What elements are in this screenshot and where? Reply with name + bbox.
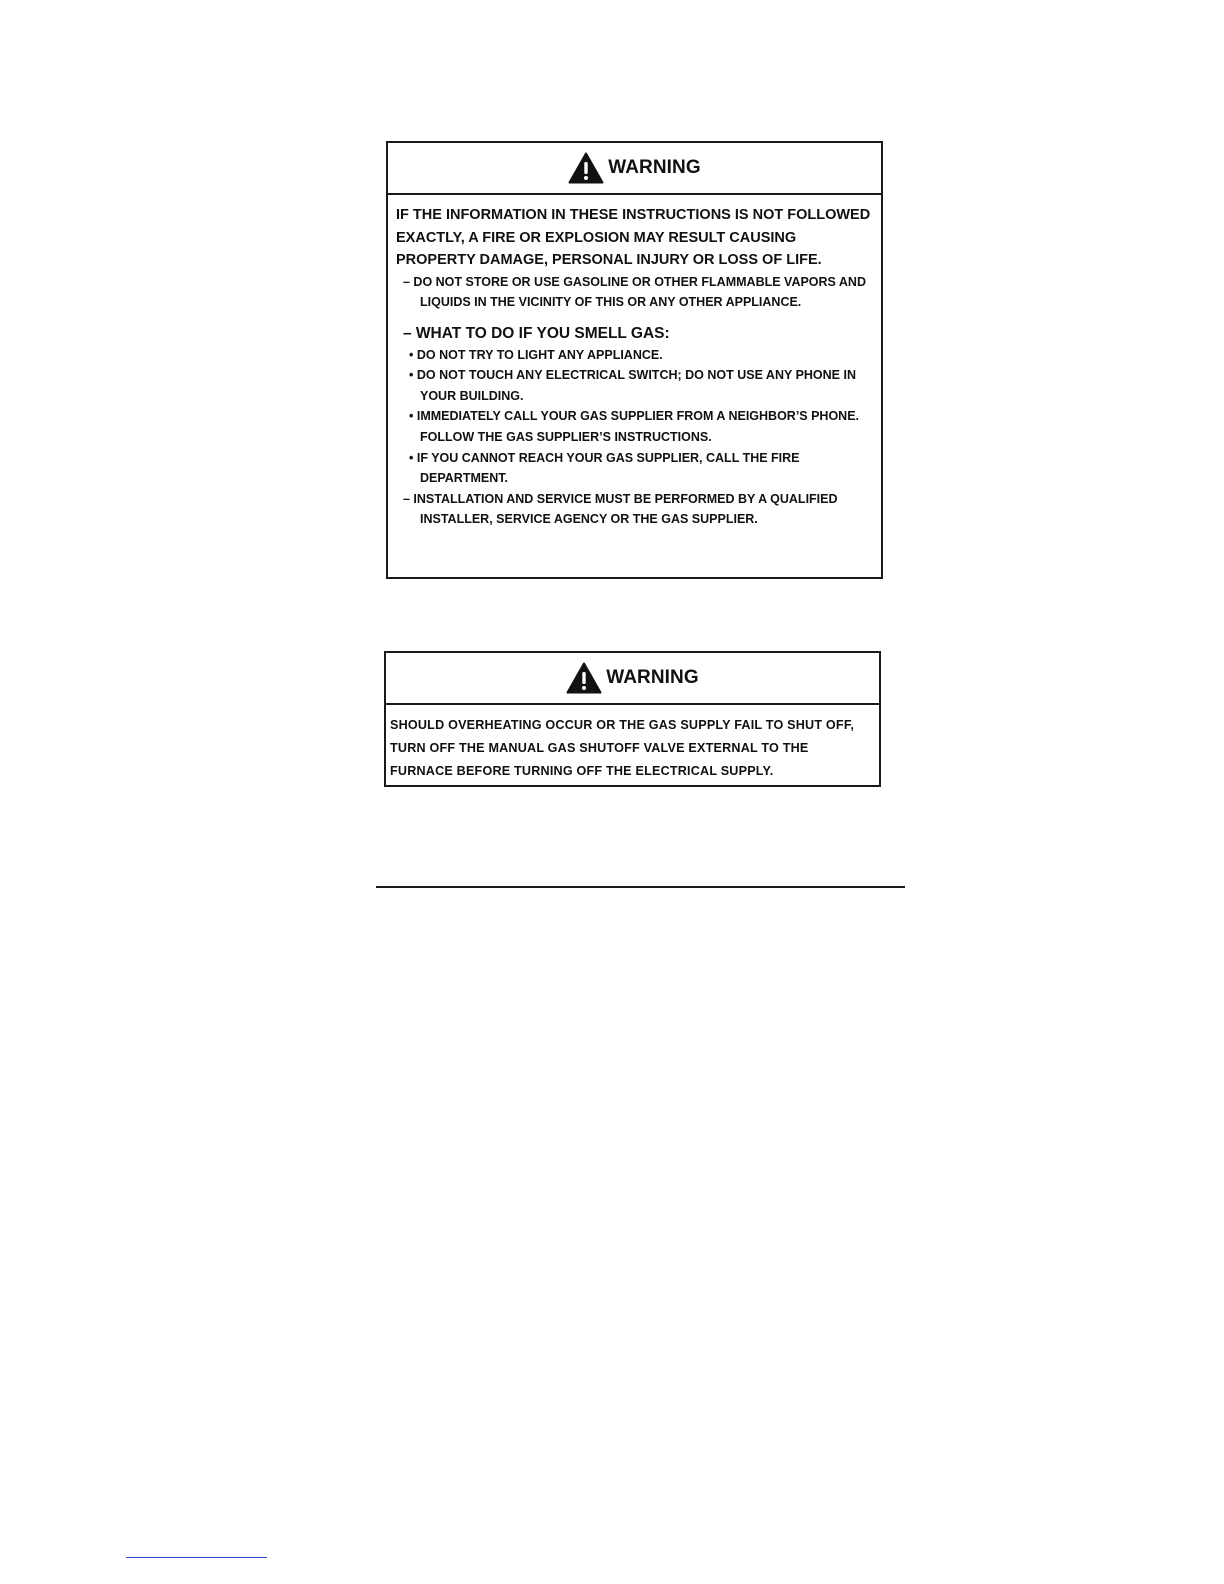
warning-title: WARNING: [608, 157, 701, 178]
warning-triangle-icon: [566, 662, 602, 694]
smell-gas-heading: – WHAT TO DO IF YOU SMELL GAS:: [403, 324, 670, 342]
warning-header: [386, 653, 879, 705]
overheating-warning-box: [384, 651, 881, 787]
footnote-rule: [126, 1557, 267, 1558]
warning-title: WARNING: [606, 667, 699, 688]
smell-gas-step: • IMMEDIATELY CALL YOUR GAS SUPPLIER FROM A NEIGHBOR’S PHONE. FOLLOW THE GAS SUPPLIER’S INSTRUCTIONS.: [409, 409, 860, 445]
smell-gas-step: • IF YOU CANNOT REACH YOUR GAS SUPPLIER, CALL THE FIRE DEPARTMENT.: [409, 450, 800, 486]
warning-header: [388, 143, 881, 195]
overheating-warning-text: SHOULD OVERHEATING OCCUR OR THE GAS SUPPLY FAIL TO SHUT OFF, TURN OFF THE MANUAL GAS SHUTOFF VALVE EXTERNAL TO THE FURNACE BEFORE TURNING OFF THE ELECTRICAL SUPPLY.: [390, 718, 855, 778]
installation-warning-item: – INSTALLATION AND SERVICE MUST BE PERFORMED BY A QUALIFIED INSTALLER, SERVICE AGENCY OR THE GAS SUPPLIER.: [403, 491, 838, 527]
warning-body: [386, 705, 879, 783]
smell-gas-step: • DO NOT TOUCH ANY ELECTRICAL SWITCH; DO NOT USE ANY PHONE IN YOUR BUILDING.: [409, 368, 856, 403]
storage-warning-item: – DO NOT STORE OR USE GASOLINE OR OTHER FLAMMABLE VAPORS AND LIQUIDS IN THE VICINITY OF THIS OR ANY OTHER APPLIANCE.: [403, 274, 866, 310]
warning-triangle-icon: [568, 152, 604, 184]
section-divider: [376, 886, 905, 888]
warning-intro: IF THE INFORMATION IN THESE INSTRUCTIONS IS NOT FOLLOWED EXACTLY, A FIRE OR EXPLOSION MAY RESULT CAUSING PROPERTY DAMAGE, PERSONAL INJURY OR LOSS OF LIFE.: [396, 207, 871, 268]
gas-warning-box: [386, 141, 883, 579]
smell-gas-step: • DO NOT TRY TO LIGHT ANY APPLIANCE.: [409, 347, 663, 362]
warning-body: [388, 195, 881, 530]
